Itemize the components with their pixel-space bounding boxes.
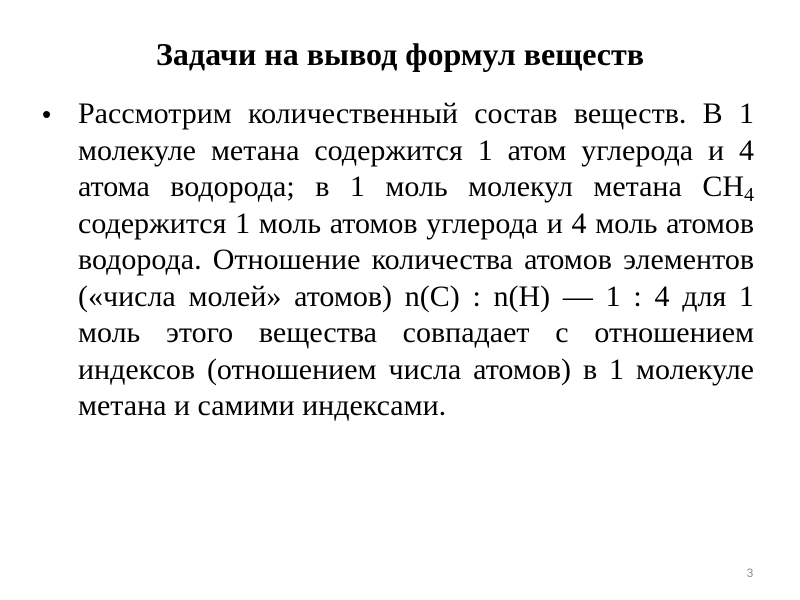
formula-subscript: 4 (744, 184, 754, 206)
paragraph-text-after-formula: содержится 1 моль атомов углерода и 4 моль атомов водорода. Отношение количества атомов элементов («числа молей» атомов) n(C) : n(H) — 1 : 4 для 1 моль этого вещества совпадает с отношением индексов (отношением числа атомов) в 1 молекуле метана и самими индексами. (78, 206, 754, 422)
formula-base: CH (702, 170, 744, 203)
bullet-marker: • (42, 99, 52, 129)
methane-formula (702, 170, 754, 206)
page-number: 3 (746, 566, 754, 580)
paragraph-text-before-formula: Рассмотрим количественный состав веществ. В 1 молекуле метана содержится 1 атом углерода и 4 атома водорода; в 1 моль молекул метана (78, 97, 754, 203)
bullet-item (42, 96, 754, 425)
slide-title: Задачи на вывод формул веществ (155, 36, 644, 72)
bullet-paragraph (78, 96, 754, 425)
